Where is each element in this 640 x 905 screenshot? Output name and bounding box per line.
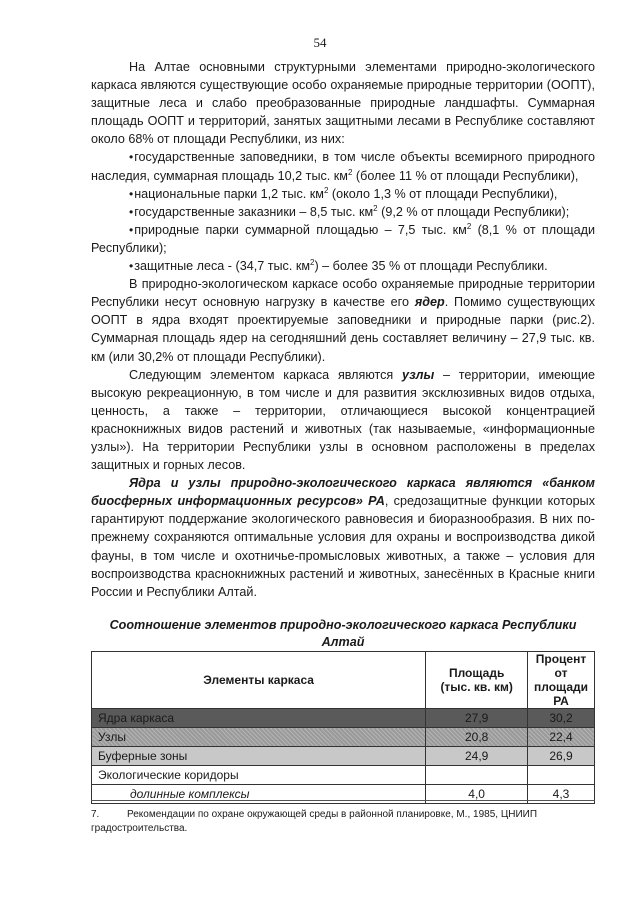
row-percent: 30,2	[528, 709, 595, 728]
text-run: В природно-экологическом каркасе особо охраняемые природные территории Республики несут основную нагрузку в качестве его	[91, 277, 595, 310]
table-row	[92, 766, 595, 785]
row-label: Ядра каркаса	[92, 709, 426, 728]
header-percent: Процент от площади РА	[528, 652, 595, 709]
row-label: Экологические коридоры	[92, 766, 426, 785]
bullet-tail: (более 11 % от площади Республики),	[352, 168, 579, 183]
row-percent: 22,4	[528, 728, 595, 747]
row-percent: 26,9	[528, 747, 595, 766]
table-caption: Соотношение элементов природно-экологического каркаса Республики Алтай	[109, 618, 577, 649]
footnote-number: 7.	[91, 809, 100, 820]
bullet-item: •государственные заповедники, в том числе объекты всемирного природного наследия, суммарная площадь 10,2 тыс. $км^2$ (более 11 % от площади Республики),	[91, 150, 595, 183]
table-row	[92, 728, 595, 747]
row-area: 4,0	[426, 785, 528, 804]
header-area: Площадь (тыс. кв. км)	[426, 652, 528, 709]
bullet-text: национальные парки 1,2 тыс. км	[134, 186, 324, 201]
paragraph-intro: На Алтае основными структурными элементами природно-экологического каркаса являются существующие особо охраняемые природные территории (ООПТ), защитные леса и слабо преобразованные природные ландшафты. Суммарная площадь ООПТ и территорий, занятых защитными лесами в Республике составляют около 68% от площади Республики, из них:	[91, 60, 595, 147]
superscript: 2	[323, 185, 329, 195]
framework-table	[91, 651, 595, 804]
superscript: 2	[347, 167, 353, 177]
superscript: 2	[310, 257, 315, 267]
paragraph-bank	[91, 474, 595, 601]
emphasis: ядер	[414, 295, 445, 310]
row-area: 20,8	[426, 728, 528, 747]
body-text	[91, 58, 595, 601]
row-label: долинные комплексы	[92, 785, 426, 804]
bullet-item: •природные парки суммарной площадью – 7,5 тыс. $км^2$ (8,1 % от площади Республики);	[91, 221, 595, 255]
superscript: 2	[373, 203, 378, 213]
header-elements: Элементы каркаса	[92, 652, 426, 709]
row-label: Узлы	[92, 728, 426, 747]
footnote	[91, 808, 595, 836]
paragraph-nodes	[91, 366, 595, 475]
bullet-item: •национальные парки 1,2 тыс. $км^2$ (около 1,3 % от площади Республики),	[129, 185, 558, 201]
footnote-divider	[91, 800, 595, 801]
page-number: 54	[313, 35, 327, 50]
table-header-row	[92, 652, 595, 709]
table-row	[92, 709, 595, 728]
row-percent	[528, 766, 595, 785]
row-area: 27,9	[426, 709, 528, 728]
row-label: Буферные зоны	[92, 747, 426, 766]
bullet-tail: (около 1,3 % от площади Республики),	[328, 186, 558, 201]
emphasis: Ядра и узлы природно-экологического каркаса являются «банком биосферных информационных ресурсов» РА	[91, 476, 595, 509]
table-row	[92, 747, 595, 766]
bullet-tail: (8,1 % от площади Республики);	[91, 222, 595, 255]
bullet-tail: (9,2 % от площади Республики);	[377, 204, 570, 219]
row-area	[426, 766, 528, 785]
bullet-text: природные парки суммарной площадью – 7,5 тыс. км	[134, 222, 467, 237]
bullet-tail: ) – более 35 % от площади Республики.	[314, 259, 548, 274]
bullet-item: •государственные заказники – 8,5 тыс. $км^2$ (9,2 % от площади Республики);	[129, 203, 570, 219]
text-run: – территории, имеющие высокую рекреационную, в том числе и для развития эксклюзивных видов отдыха, ценность, а также – территории, отличающиеся высокой концентрацией краснокнижных видов растений и животных (так называемые, «информационные узлы»). На территории Республики узлы в основном расположены в пределах защитных и горных лесов.	[91, 367, 596, 473]
footnote-text: Рекомендации по охране окружающей среды в районной планировке, М., 1985, ЦНИИП градостроительства.	[91, 809, 537, 834]
emphasis: узлы	[402, 367, 435, 382]
bullet-text: защитные леса - (34,7 тыс. км	[134, 259, 310, 274]
bullet-text: государственные заповедники, в том числе объекты всемирного природного наследия, суммарная площадь 10,2 тыс. км	[91, 150, 595, 183]
text-run: , средозащитные функции которых гарантируют поддержание экологического равновесия и биоразнообразия. В них по-прежнему сохраняются оптимальные условия для охраны и воспроизводства дикой фауны, в том числе и охотничье-промысловых животных, а также – условия для воспроизводства краснокнижных растений и животных, занесённых в Красные книги России и Республики Алтай.	[91, 494, 595, 599]
superscript: 2	[466, 221, 472, 231]
row-area: 24,9	[426, 747, 528, 766]
bullet-text: государственные заказники – 8,5 тыс. км	[134, 204, 374, 219]
bullet-item: •защитные леса - (34,7 тыс. $км^2$) – более 35 % от площади Республики.	[129, 257, 548, 274]
row-percent: 4,3	[528, 785, 595, 804]
paragraph-cores	[91, 275, 595, 365]
text-run: Следующим элементом каркаса являются	[129, 367, 403, 382]
text-run: . Помимо существующих ООПТ в ядра входят проектируемые заповедники и природные парки (рис.2). Суммарная площадь ядер на сегодняшний день составляет величину – 27,9 тыс. кв. км (или 30,2% от площади Республики).	[91, 295, 595, 364]
